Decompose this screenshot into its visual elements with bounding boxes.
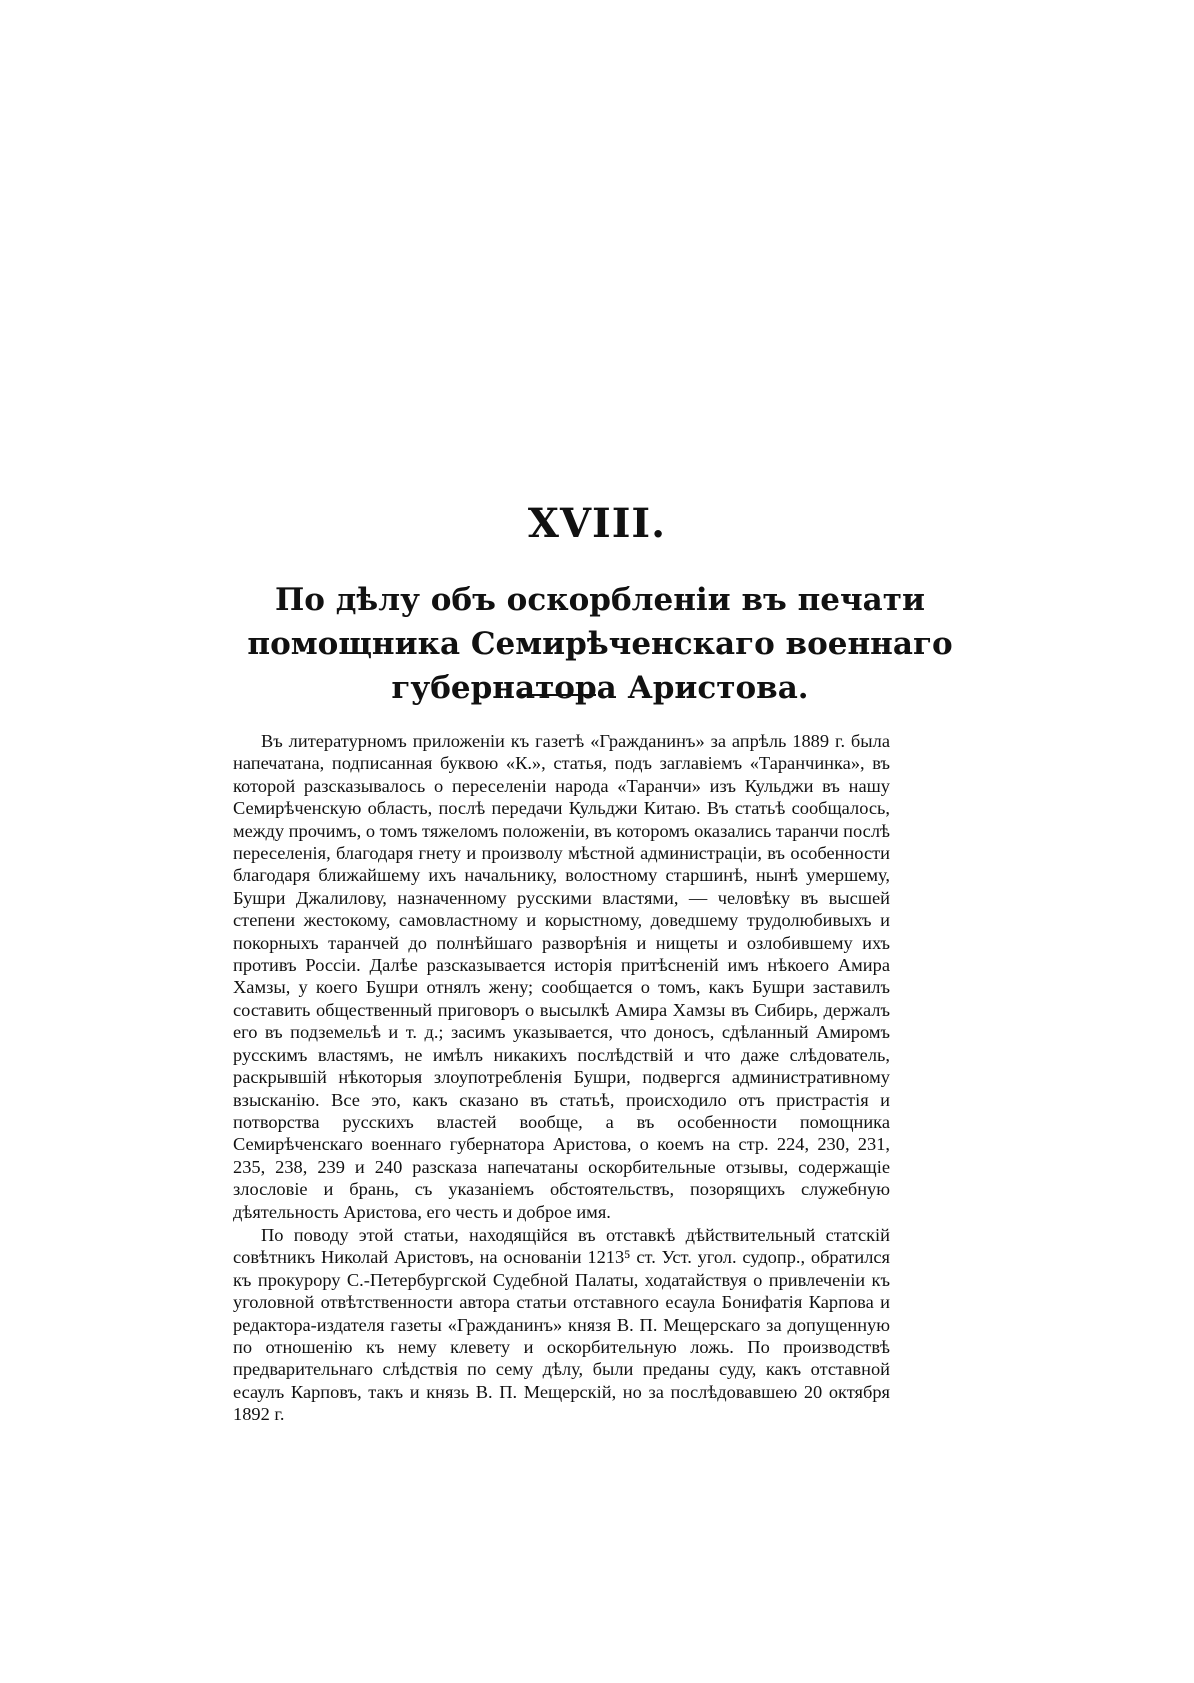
- chapter-title: По дѣлу объ оскорбленіи въ печати помощника Семирѣченскаго военнаго губернатора Аристова.: [247, 582, 953, 706]
- paragraph-1: Въ литературномъ приложеніи къ газетѣ «Гражданинъ» за апрѣль 1889 г. была напечатана, подписанная буквою «К.», статья, подъ заглавіемъ «Таранчинка», въ которой разсказывалось о переселеніи народа «Таранчи» изъ Кульджи въ нашу Семирѣченскую область, послѣ передачи Кульджи Китаю. Въ статьѣ сообщалось, между прочимъ, о томъ тяжеломъ положеніи, въ которомъ оказались таранчи послѣ переселенія, благодаря гнету и произволу мѣстной администраціи, въ особенности благодаря ближайшему ихъ начальнику, волостному старшинѣ, нынѣ умершему, Бушри Джалилову, назначенному русскими властями, — человѣку въ высшей степени жестокому, самовластному и корыстному, доведшему трудолюбивыхъ и покорныхъ таранчей до полнѣйшаго разворѣнія и нищеты и озлобившему ихъ противъ Россіи. Далѣе разсказывается исторія притѣсненій имъ нѣкоего Амира Хамзы, у коего Бушри отнялъ жену; сообщается о томъ, какъ Бушри заставилъ составить общественный приговоръ о высылкѣ Амира Хамзы въ Сибирь, держалъ его въ подземельѣ и т. д.; засимъ указывается, что доносъ, сдѣланный Амиромъ русскимъ властямъ, не имѣлъ никакихъ послѣдствій и что даже слѣдователь, раскрывшій нѣкоторыя злоупотребленія Бушри, подвергся административному взысканію. Все это, какъ сказано въ статьѣ, происходило отъ пристрастія и потворства русскихъ властей вообще, а въ особенности помощника Семирѣченскаго военнаго губернатора Аристова, о коемъ на стр. 224, 230, 231, 235, 238, 239 и 240 разсказа напечатаны оскорбительные отзывы, содержащіе злословіе и брань, съ указаніемъ обстоятельствъ, позорящихъ служебную дѣятельность Аристова, его честь и доброе имя.: [233, 731, 890, 1222]
- paragraph-2: По поводу этой статьи, находящійся въ отставкѣ дѣйствительный статскій совѣтникъ Николай Аристовъ, на основаніи 1213⁵ ст. Уст. угол. судопр., обратился къ прокурору С.-Петербургской Судебной Палаты, ходатайствуя о привлеченіи къ уголовной отвѣтственности автора статьи отставного есаула Бонифатія Карпова и редактора-издателя газеты «Гражданинъ» князя В. П. Мещерскаго за допущенную по отношенію къ нему клевету и оскорбительную ложь. По производствѣ предварительнаго слѣдствія по сему дѣлу, были преданы суду, какъ отставной есаулъ Карповъ, такъ и князь В. П. Мещерскій, но за послѣдовавшею 20 октября 1892 г.: [233, 1224, 890, 1425]
- body-text: [233, 730, 890, 1426]
- title-divider: [518, 694, 596, 696]
- chapter-number: XVIII.: [527, 500, 667, 547]
